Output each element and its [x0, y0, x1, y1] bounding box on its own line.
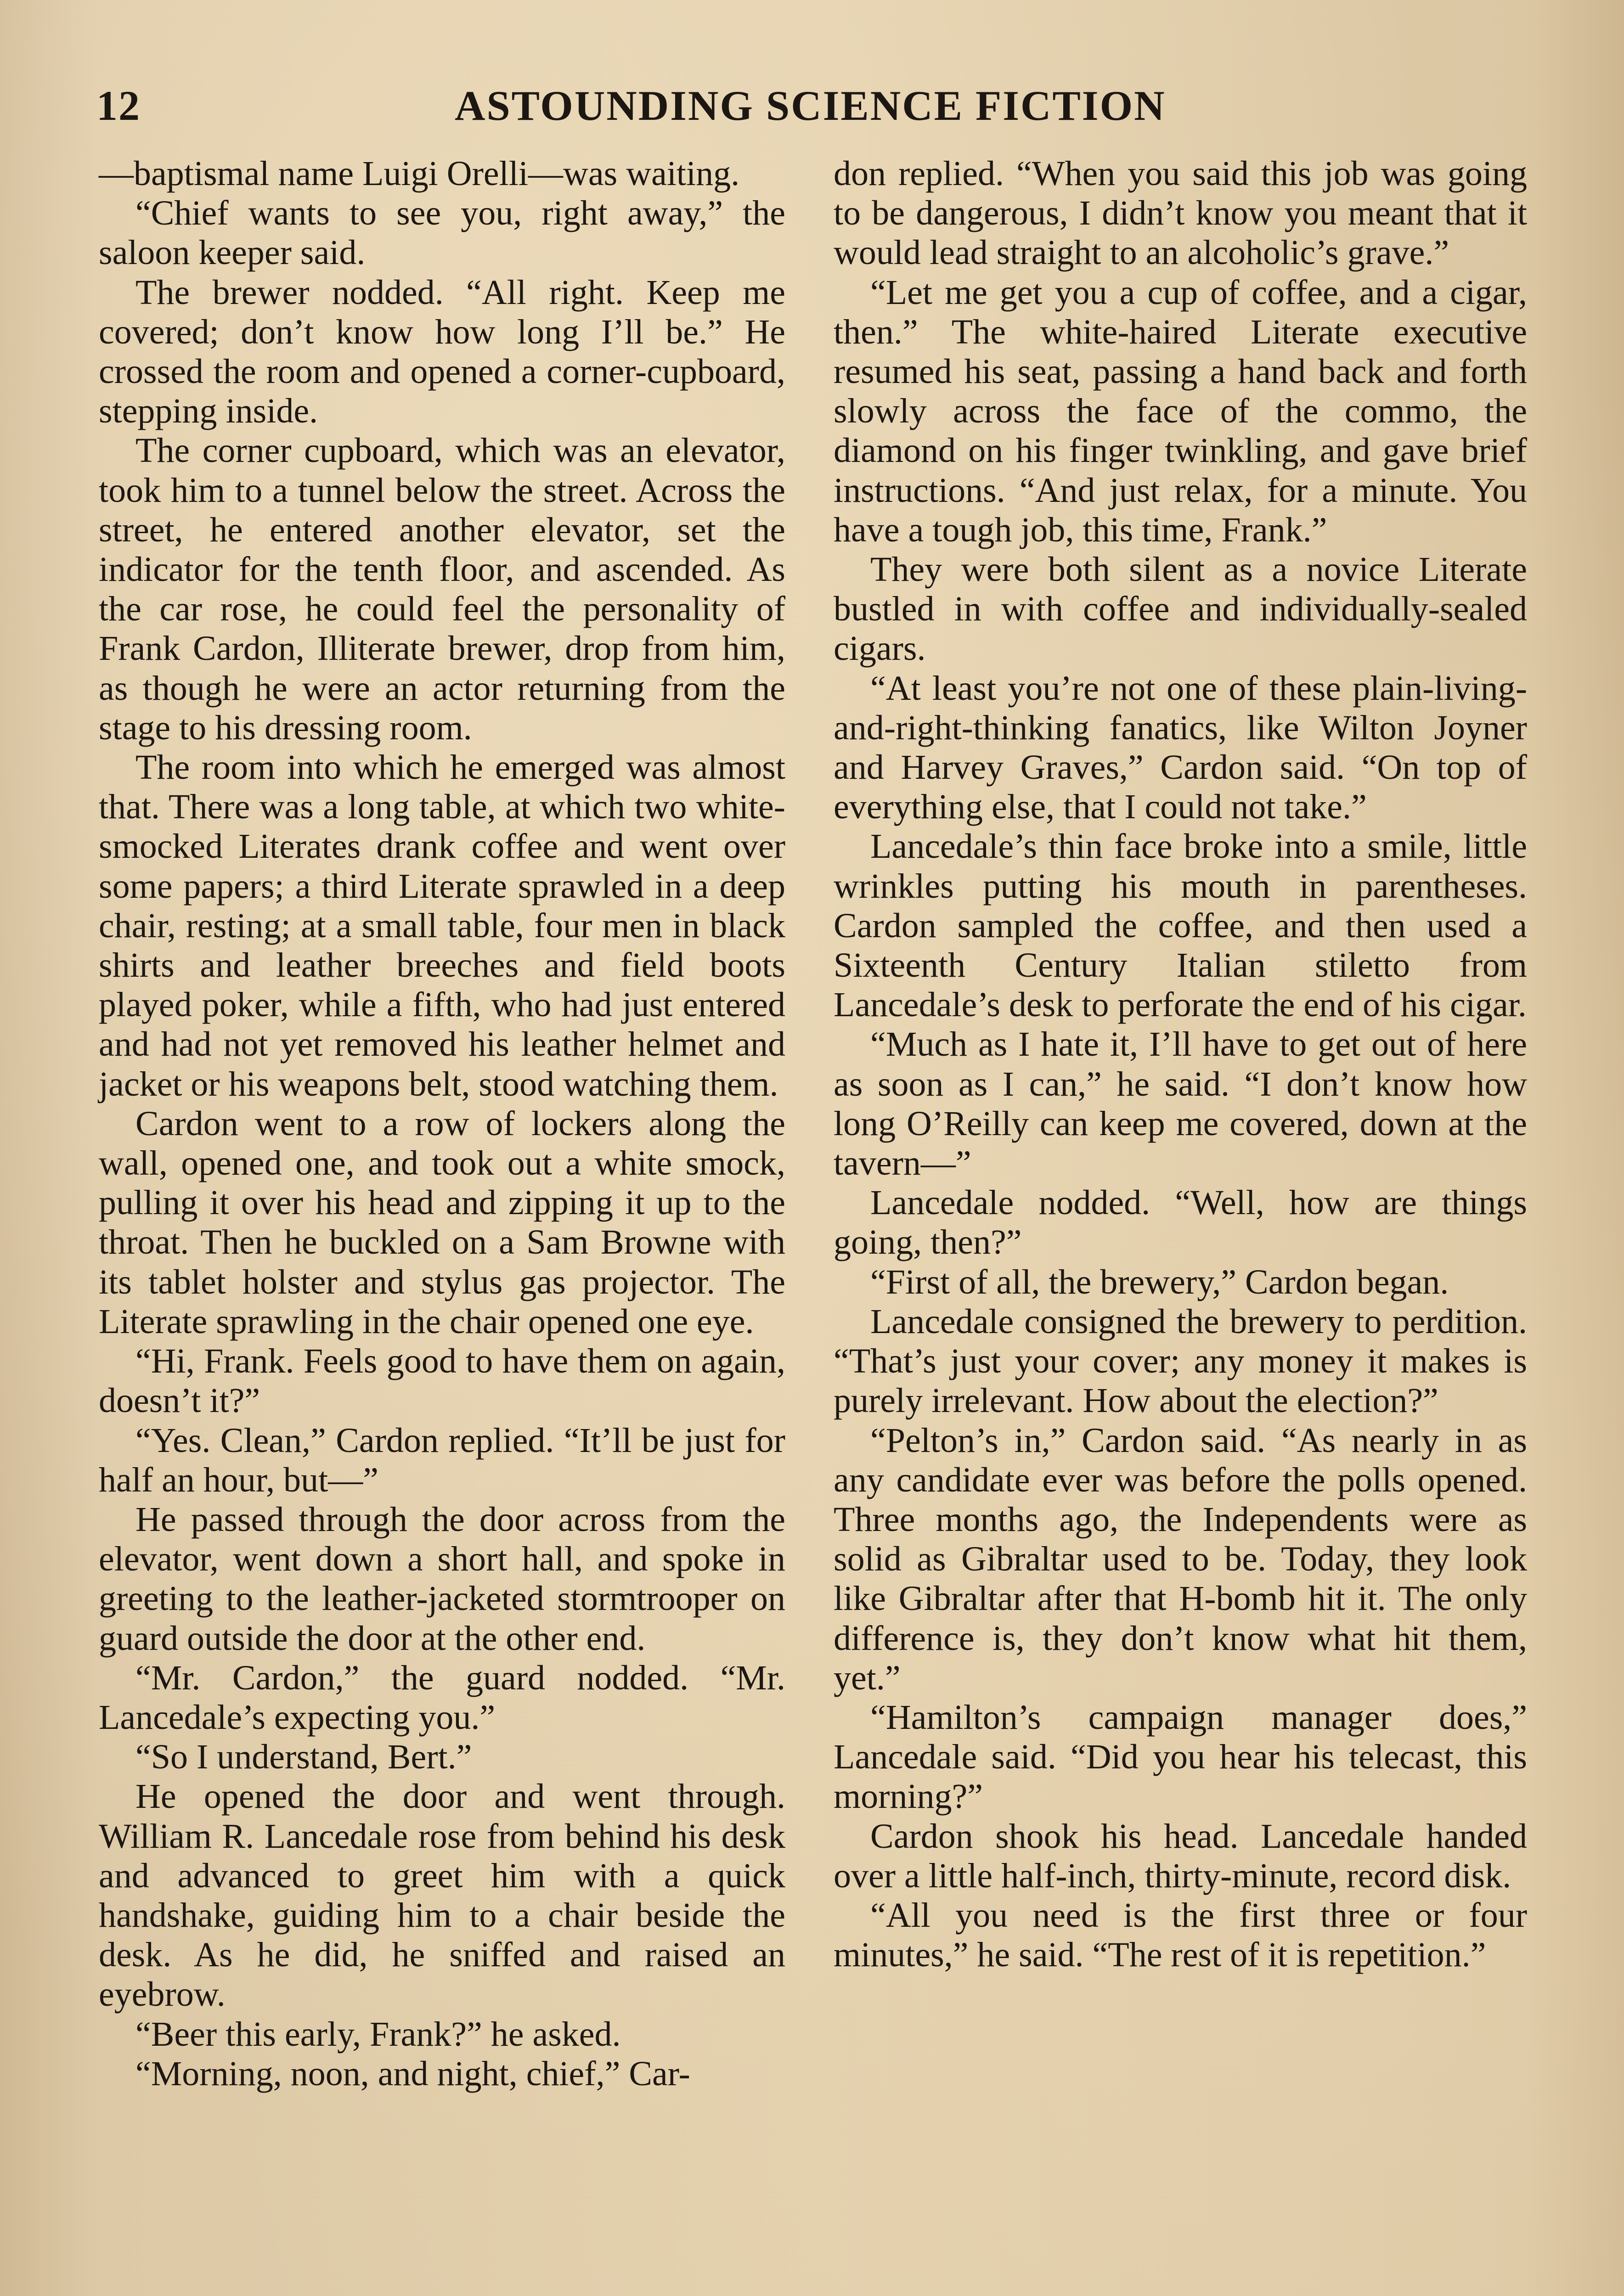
page-number: 12	[96, 82, 141, 129]
paragraph: “Yes. Clean,” Cardon replied. “It’ll be just for half an hour, but—”	[99, 1421, 785, 1499]
magazine-title: ASTOUNDING SCIENCE FICTION	[455, 82, 1166, 129]
paragraph: “Hi, Frank. Feels good to have them on again, doesn’t it?”	[99, 1342, 785, 1420]
paragraph: Lancedale’s thin face broke into a smile, little wrinkles putting his mouth in parentheses. Cardon sampled the coffee, and then used a Sixteenth Century Italian stiletto from Lancedale’s desk to perforate the end of his cigar.	[834, 827, 1527, 1024]
paragraph: He passed through the door across from the elevator, went down a short hall, and spoke in greeting to the leather-jacketed stormtrooper on guard outside the door at the other end.	[99, 1500, 785, 1658]
paragraph: don replied. “When you said this job was going to be dangerous, I didn’t know you meant that it would lead straight to an alcoholic’s grave.”	[834, 154, 1527, 272]
paragraph: —baptismal name Luigi Orelli—was waiting.	[99, 154, 740, 193]
paragraph: “Chief wants to see you, right away,” the saloon keeper said.	[99, 194, 785, 272]
paragraph: He opened the door and went through. William R. Lancedale rose from behind his desk and advanced to greet him with a quick handshake, guiding him to a chair beside the desk. As he did, he sniffed and raised an eyebrow.	[99, 1777, 785, 2014]
paragraph: “Hamilton’s campaign manager does,” Lancedale said. “Did you hear his telecast, this morning?”	[834, 1698, 1527, 1816]
paragraph: Cardon shook his head. Lancedale handed over a little half-inch, thirty-minute, record disk.	[834, 1817, 1527, 1895]
running-head	[96, 73, 1534, 138]
paragraph: The corner cupboard, which was an elevator, took him to a tunnel below the street. Across the street, he entered another elevator, set the indicator for the tenth floor, and ascended. As the car rose, he could feel the personality of Frank Cardon, Illiterate brewer, drop from him, as though he were an actor returning from the stage to his dressing room.	[99, 431, 785, 747]
paragraph: Lancedale nodded. “Well, how are things going, then?”	[834, 1183, 1527, 1262]
paragraph: “Mr. Cardon,” the guard nodded. “Mr. Lancedale’s expecting you.”	[99, 1658, 785, 1737]
paragraph: “So I understand, Bert.”	[135, 1738, 472, 1777]
paragraph: They were both silent as a novice Literate bustled in with coffee and individually-sealed cigars.	[834, 550, 1527, 668]
paragraph: “Pelton’s in,” Cardon said. “As nearly in as any candidate ever was before the polls opened. Three months ago, the Independents were as solid as Gibraltar used to be. Today, they look like Gibraltar after that H-bomb hit it. The only difference is, they don’t know what hit them, yet.”	[834, 1421, 1527, 1697]
paragraph: The room into which he emerged was almost that. There was a long table, at which two white-smocked Literates drank coffee and went over some papers; a third Literate sprawled in a deep chair, resting; at a small table, four men in black shirts and leather breeches and field boots played poker, while a fifth, who had just entered and had not yet removed his leather helmet and jacket or his weapons belt, stood watching them.	[99, 748, 785, 1103]
paragraph: “Let me get you a cup of coffee, and a cigar, then.” The white-haired Literate executive resumed his seat, passing a hand back and forth slowly across the face of the commo, the diamond on his finger twinkling, and gave brief instructions. “And just relax, for a minute. You have a tough job, this time, Frank.”	[834, 273, 1527, 549]
right-text-column	[834, 154, 1527, 1975]
paragraph: “Morning, noon, and night, chief,” Car-	[135, 2054, 690, 2093]
paragraph: “Much as I hate it, I’ll have to get out of here as soon as I can,” he said. “I don’t know how long O’Reilly can keep me covered, down at the tavern—”	[834, 1025, 1527, 1183]
paragraph: “Beer this early, Frank?” he asked.	[135, 2015, 621, 2054]
paragraph: Cardon went to a row of lockers along the wall, opened one, and took out a white smock, pulling it over his head and zipping it up to the throat. Then he buckled on a Sam Browne with its tablet holster and stylus gas projector. The Literate sprawling in the chair opened one eye.	[99, 1104, 785, 1341]
paragraph: “At least you’re not one of these plain-living-and-right-thinking fanatics, like Wilton Joyner and Harvey Graves,” Cardon said. “On top of everything else, that I could not take.”	[834, 669, 1527, 827]
left-text-column	[99, 154, 785, 2093]
paragraph: “First of all, the brewery,” Cardon began.	[870, 1262, 1449, 1301]
paragraph: “All you need is the first three or four minutes,” he said. “The rest of it is repetition.”	[834, 1896, 1527, 1975]
paragraph: The brewer nodded. “All right. Keep me covered; don’t know how long I’ll be.” He crossed the room and opened a corner-cupboard, stepping inside.	[99, 273, 785, 431]
paragraph: Lancedale consigned the brewery to perdition. “That’s just your cover; any money it makes is purely irrelevant. How about the election?”	[834, 1302, 1527, 1420]
